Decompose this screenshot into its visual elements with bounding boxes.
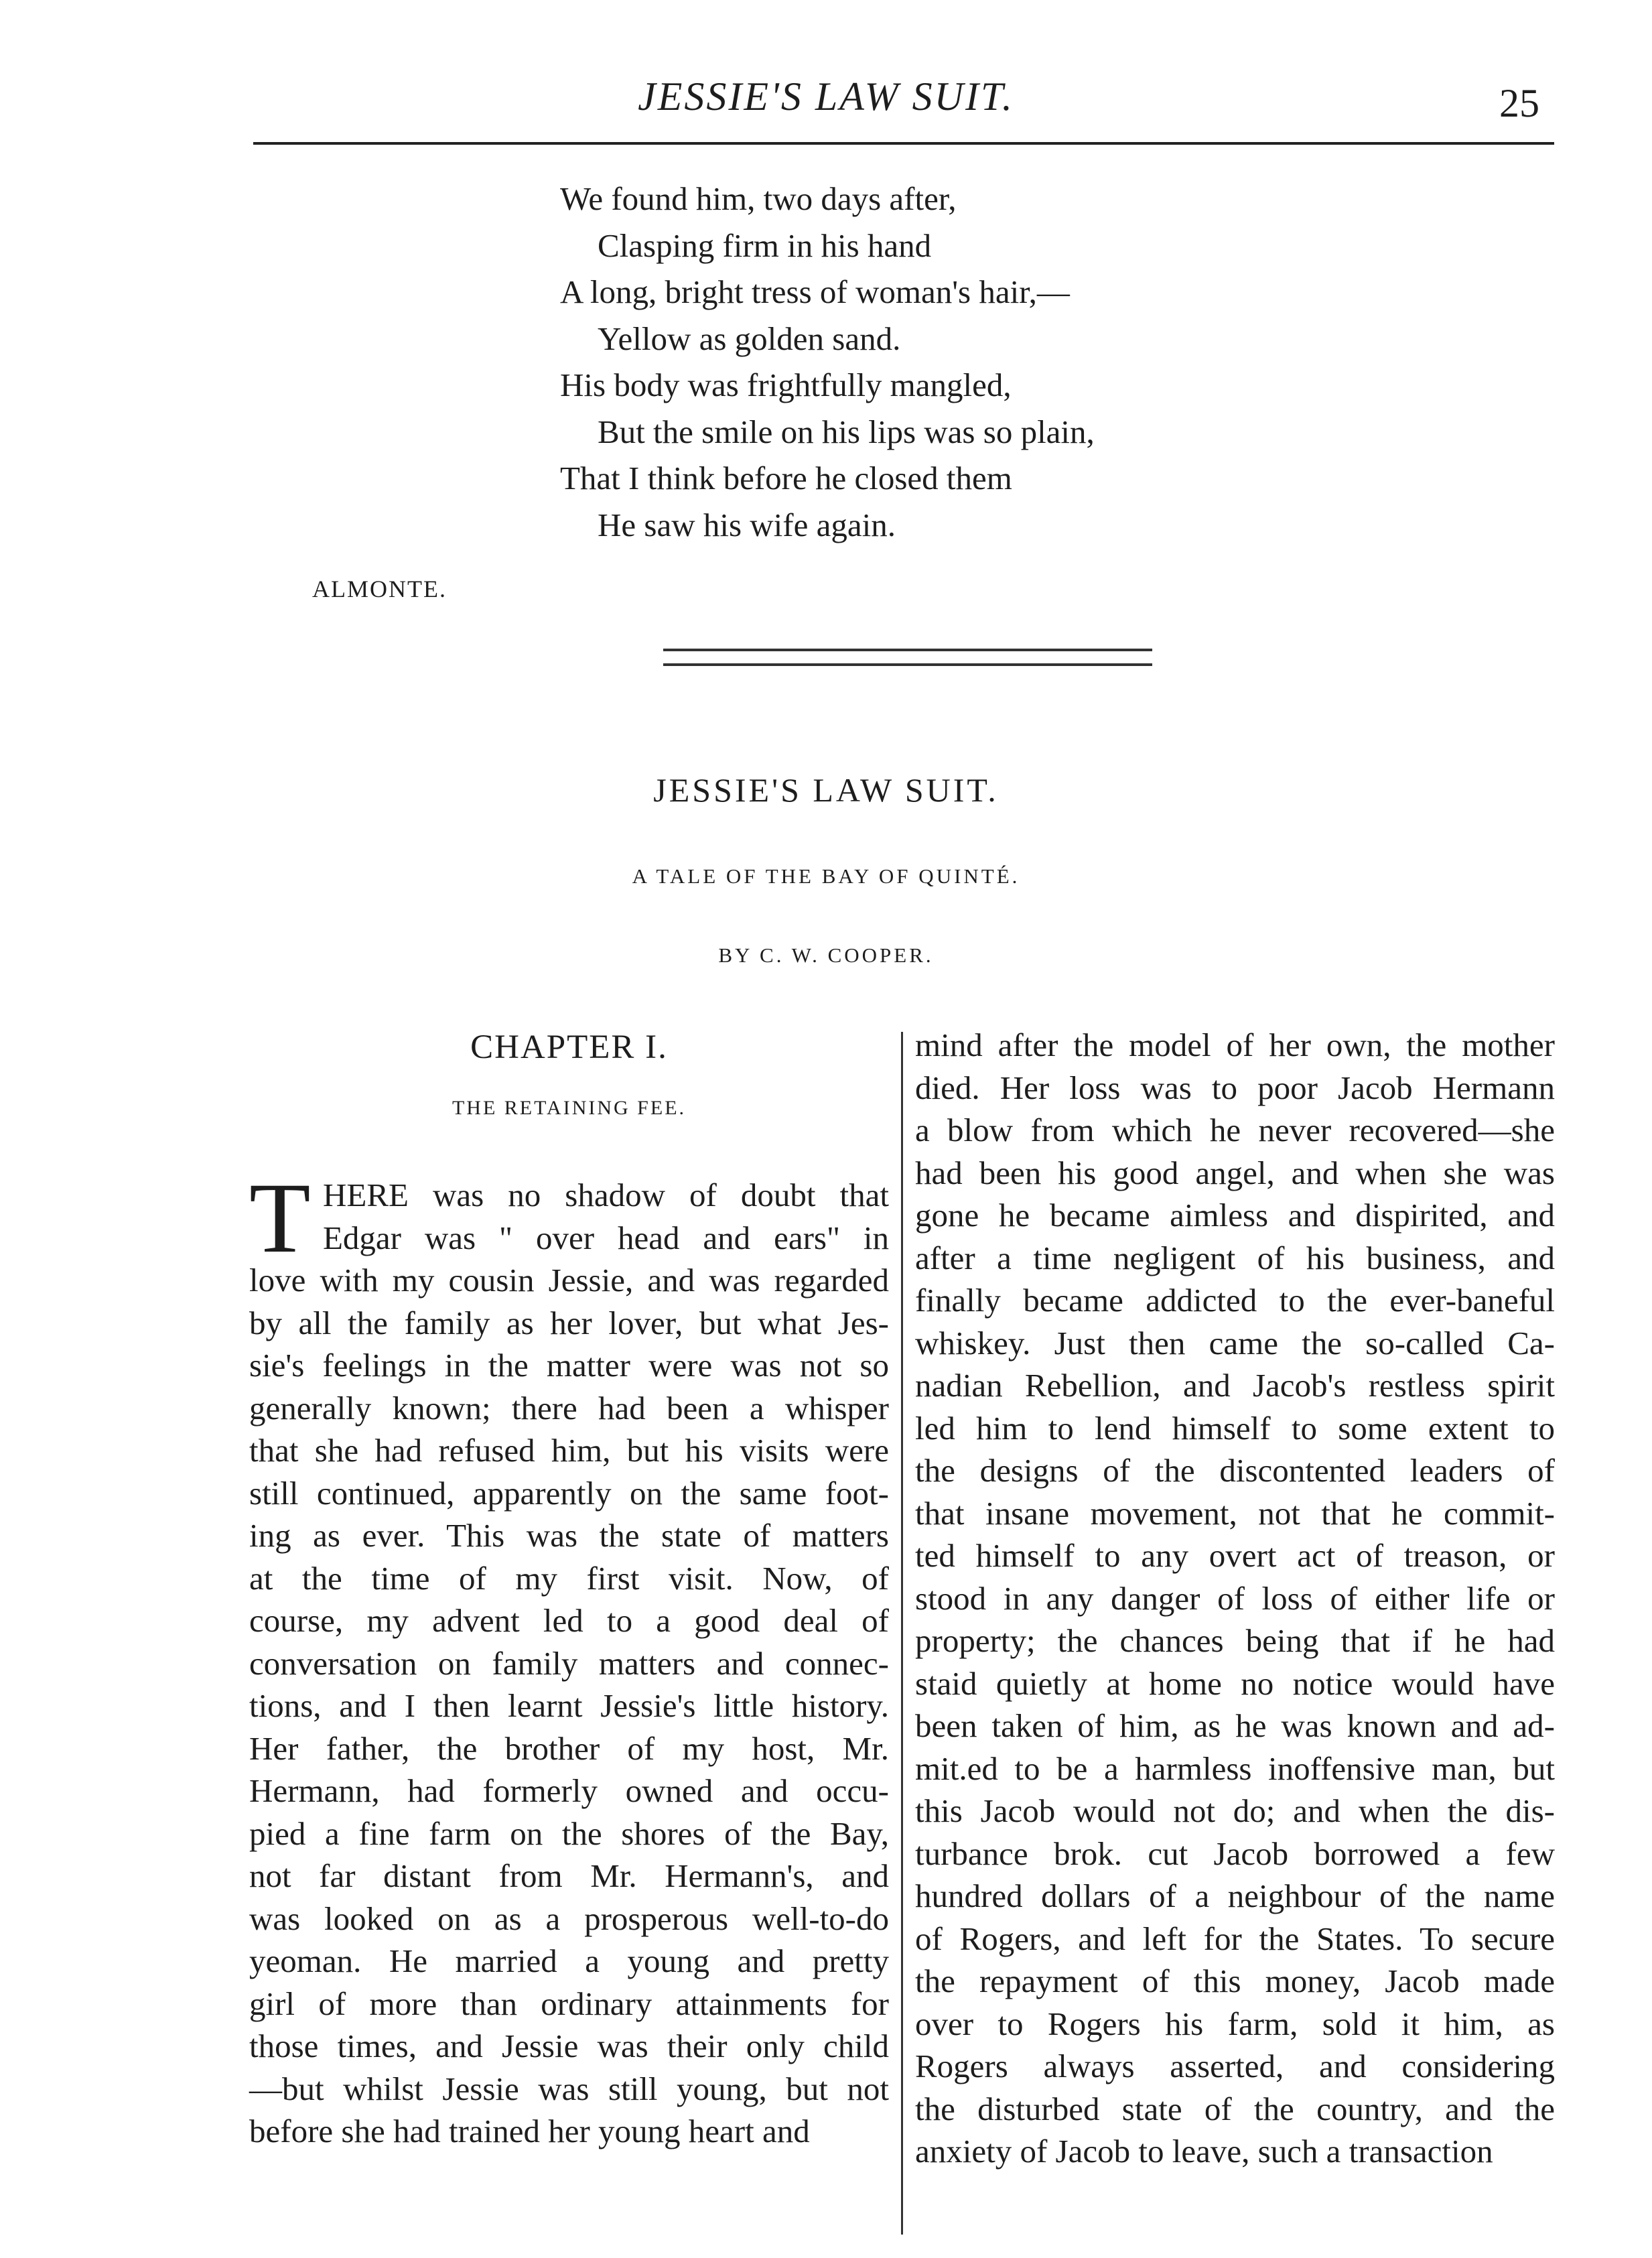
poem-line: That I think before he closed them (560, 460, 1012, 496)
text-line: sie's feelings in the matter were was not so (249, 1347, 889, 1384)
text-line: that insane movement, not that he commit- (915, 1494, 1555, 1532)
text-line: yeoman. He married a young and pretty (249, 1942, 889, 1979)
text-line: by all the family as her lover, but what Jes- (249, 1304, 889, 1341)
text-line: ing as ever. This was the state of matters (249, 1517, 889, 1554)
text-line: still continued, apparently on the same foot- (249, 1474, 889, 1512)
drop-cap: T (249, 1163, 311, 1274)
text-line: been taken of him, as he was known and ad- (915, 1707, 1555, 1744)
poem-line: A long, bright tress of woman's hair,— (560, 273, 1070, 310)
chapter-heading: CHAPTER I. (470, 1028, 668, 1066)
text-line: the disturbed state of the country, and the (915, 2090, 1555, 2127)
text-line: Hermann, had formerly owned and occu- (249, 1772, 889, 1809)
article-subtitle: A TALE OF THE BAY OF QUINTÉ. (632, 864, 1020, 888)
text-line: was looked on as a prosperous well-to-do (249, 1900, 889, 1937)
text-line: course, my advent led to a good deal of (249, 1602, 889, 1639)
text-line: pied a fine farm on the shores of the Bay, (249, 1814, 889, 1852)
poem (560, 176, 1297, 548)
text-line: HERE was no shadow of doubt that (323, 1177, 889, 1213)
text-line: this Jacob would not do; and when the dis- (915, 1792, 1555, 1829)
poem-line: His body was frightfully mangled, (560, 367, 1012, 403)
right-column-text (915, 1024, 1555, 2173)
text-line: tions, and I then learnt Jessie's little history. (249, 1687, 889, 1724)
column-divider (901, 1032, 903, 2235)
text-line: love with my cousin Jessie, and was regarded (249, 1262, 889, 1299)
text-line: conversation on family matters and connec- (249, 1644, 889, 1682)
text-line: a blow from which he never recovered—she (915, 1112, 1555, 1148)
article-byline: BY C. W. COOPER. (718, 943, 934, 967)
text-line: generally known; there had been a whisper (249, 1389, 889, 1426)
poem-signature: ALMONTE. (312, 576, 447, 602)
article-title: JESSIE'S LAW SUIT. (653, 771, 999, 809)
text-line: at the time of my first visit. Now, of (249, 1559, 889, 1597)
text-line: property; the chances being that if he had (915, 1622, 1555, 1659)
text-line: nadian Rebellion, and Jacob's restless spirit (915, 1367, 1555, 1404)
running-title: JESSIE'S LAW SUIT. (638, 74, 1014, 119)
text-line: anxiety of Jacob to leave, such a transaction (915, 2133, 1493, 2170)
chapter-title: THE RETAINING FEE. (452, 1097, 687, 1119)
text-line: girl of more than ordinary attainments for (249, 1985, 889, 2022)
poem-line: Yellow as golden sand. (598, 320, 901, 357)
text-line: Edgar was " over head and ears" in (323, 1219, 889, 1256)
poem-line: Clasping firm in his hand (598, 226, 932, 264)
text-line: gone he became aimless and dispirited, and (915, 1197, 1555, 1234)
opening-paragraph (249, 1163, 889, 1274)
left-column-text (249, 1259, 889, 2153)
poem-line: We found him, two days after, (560, 180, 957, 217)
poem-line: But the smile on his lips was so plain, (598, 413, 1095, 450)
text-line: had been his good angel, and when she was (915, 1154, 1555, 1191)
text-line: those times, and Jessie was their only child (249, 2028, 889, 2064)
text-line: hundred dollars of a neighbour of the name (915, 1877, 1555, 1914)
text-line: whiskey. Just then came the so-called Ca- (915, 1324, 1555, 1362)
left-column (249, 1024, 889, 2153)
text-line: mind after the model of her own, the mother (915, 1026, 1555, 1063)
text-line: died. Her loss was to poor Jacob Hermann (915, 1069, 1555, 1106)
text-line: turbance brok. cut Jacob borrowed a few (915, 1835, 1555, 1872)
text-line: of Rogers, and left for the States. To secure (915, 1920, 1555, 1957)
section-divider (663, 649, 1152, 666)
header-rule (253, 142, 1554, 145)
text-line: after a time negligent of his business, and (915, 1239, 1555, 1276)
text-line: led him to lend himself to some extent to (915, 1409, 1555, 1447)
page-number: 25 (1499, 81, 1539, 125)
poem-line: He saw his wife again. (598, 506, 896, 543)
text-line: finally became addicted to the ever-baneful (915, 1282, 1555, 1319)
text-line: mit.ed to be a harmless inoffensive man, but (915, 1749, 1555, 1787)
text-line: over to Rogers his farm, sold it him, as (915, 2005, 1555, 2042)
right-column (915, 1024, 1555, 2173)
text-line: that she had refused him, but his visits were (249, 1432, 889, 1469)
text-line: —but whilst Jessie was still young, but not (249, 2070, 889, 2107)
text-line: the designs of the discontented leaders of (915, 1452, 1555, 1489)
text-line: before she had trained her young heart and (249, 2113, 810, 2149)
text-line: not far distant from Mr. Hermann's, and (249, 1857, 889, 1894)
text-line: ted himself to any overt act of treason, or (915, 1537, 1555, 1574)
text-line: stood in any danger of loss of either life or (915, 1579, 1555, 1617)
text-line: Rogers always asserted, and considering (915, 2048, 1555, 2084)
text-line: staid quietly at home no notice would have (915, 1664, 1555, 1702)
text-line: the repayment of this money, Jacob made (915, 1963, 1555, 1999)
text-line: Her father, the brother of my host, Mr. (249, 1729, 889, 1767)
